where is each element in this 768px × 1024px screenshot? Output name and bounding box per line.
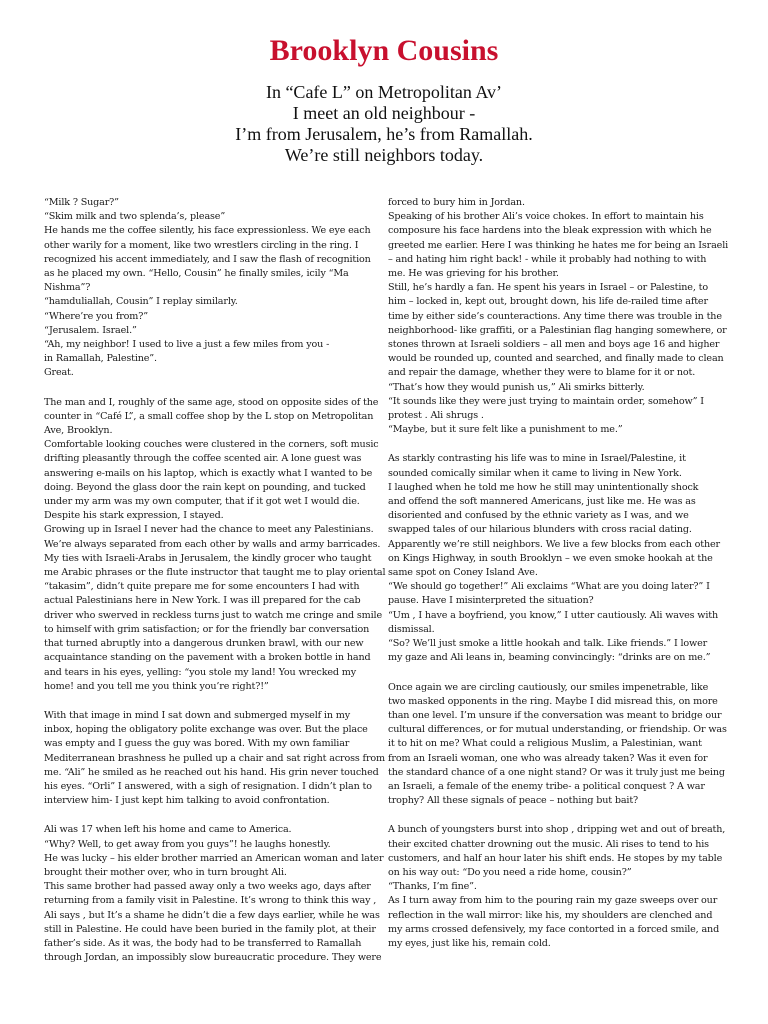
text-line: “That’s how they would punish us,” Ali smirks bitterly. (388, 381, 645, 393)
text-line: composure his face hardens into the bleak expression with which he (388, 225, 712, 237)
text-line: He was lucky – his elder brother married an American woman and later (44, 852, 384, 864)
text-line: still in Palestine. He could have been buried in the family plot, at their (44, 923, 376, 935)
text-line: in Ramallah, Palestine”. (44, 353, 157, 365)
text-line: from an Israeli woman, one who was already taken? Was it even for (388, 752, 708, 764)
text-line: “Maybe, but it sure felt like a punishment to me.” (388, 424, 623, 436)
text-line: drifting pleasantly through the coffee scented air. A lone guest was (44, 453, 362, 465)
text-line: under my arm was my own computer, that if it got wet I would die. (44, 496, 360, 508)
text-line: it to hit on me? What could a religious Muslim, a Palestinian, want (388, 738, 702, 750)
paragraph (44, 396, 386, 694)
text-line: through Jordan, an impossibly slow bureaucratic procedure. They were (44, 952, 382, 964)
text-line: my gaze and Ali leans in, beaming convincingly: “drinks are on me.” (388, 652, 711, 664)
text-line: me Arabic phrases or the flute instructor that taught me to play oriental (44, 567, 386, 579)
paragraph (44, 823, 384, 965)
text-line: me. “Ali” he smiled as he reached out his hand. His grin never touched (44, 766, 379, 778)
text-line: “It sounds like they were just trying to maintain order, somehow” I (388, 395, 704, 407)
text-line: their excited chatter drowning out the music. Ali rises to tend to his (388, 838, 709, 850)
text-line: He hands me the coffee silently, his face expressionless. We eye each (44, 225, 371, 237)
text-line: disoriented and confused by the ethnic variety as I was, and we (388, 510, 689, 522)
text-line: Nishma”? (44, 282, 91, 294)
text-line: neighborhood- like graffiti, or a Palestinian flag hanging somewhere, or (388, 324, 727, 336)
subtitle-line: I meet an old neighbour - (292, 103, 476, 123)
page-title: Brooklyn Cousins (269, 34, 499, 67)
text-line: Ave, Brooklyn. (44, 425, 113, 437)
left-column (44, 196, 386, 980)
text-line: pause. Have I misinterpreted the situation? (388, 595, 594, 607)
subtitle-line: In “Cafe L” on Metropolitan Av’ (265, 82, 503, 102)
text-line: cultural differences, or for mutual understanding, or friendship. Or was (388, 724, 727, 736)
text-line: “Ah, my neighbor! I used to live a just a few miles from you - (44, 339, 330, 351)
text-line: and offend the soft mannered Americans, just like me. He was as (388, 496, 696, 508)
text-line: my arms crossed defensively, my face contorted in a forced smile, and (388, 923, 720, 935)
text-line: other warily for a moment, like two wrestlers circling in the ring. I (44, 239, 359, 251)
text-line: counter in “Café L”, a small coffee shop by the L stop on Metropolitan (44, 410, 374, 422)
text-line: and tears in his eyes, yelling: “you stole my land! You wrecked my (44, 666, 357, 678)
text-line: dismissal. (388, 623, 435, 635)
text-line: “Jerusalem. Israel.” (44, 324, 137, 336)
text-line: “Um , I have a boyfriend, you know,” I utter cautiously. Ali waves with (388, 609, 719, 621)
text-line: him – locked in, kept out, brought down, his life de-railed time after (388, 296, 708, 308)
right-column (388, 196, 730, 980)
text-line: and repair the damage, whether they were to blame for it or not. (388, 367, 696, 379)
subtitle-line: I’m from Jerusalem, he’s from Ramallah. (235, 124, 533, 144)
text-line: Despite his stark expression, I stayed. (44, 510, 224, 522)
subtitle-line: We’re still neighbors today. (284, 145, 484, 165)
text-line: trophy? All these signals of peace – nothing but bait? (388, 795, 639, 807)
text-line: stones thrown at Israeli soldiers – all men and boys age 16 and higher (388, 339, 720, 351)
text-line: doing. Beyond the glass door the rain kept on pounding, and tucked (44, 481, 366, 493)
paragraph (388, 681, 730, 809)
text-line: his eyes. “Orli” I answered, with a sigh of resignation. I didn’t plan to (44, 780, 372, 792)
text-line: With that image in mind I sat down and submerged myself in my (44, 709, 350, 721)
text-line: brought their mother over, who in turn brought Ali. (44, 866, 287, 878)
text-line: “So? We’ll just smoke a little hookah and talk. Like friends.” I lower (388, 638, 708, 650)
text-line: Still, he’s hardly a fan. He spent his years in Israel – or Palestine, to (388, 282, 708, 294)
text-line: Mediterranean brashness he pulled up a chair and sat right across from (44, 752, 385, 764)
text-line: would be rounded up, counted and searched, and finally made to clean (388, 353, 724, 365)
text-line: As starkly contrasting his life was to mine in Israel/Palestine, it (388, 453, 686, 465)
text-line: inbox, hoping the obligatory polite exchange was over. But the place (44, 724, 368, 736)
text-line: an Israeli, a female of the enemy tribe- a political conquest ? A war (388, 780, 705, 792)
text-line: was empty and I guess the guy was bored. With my own familiar (44, 738, 350, 750)
paragraph (388, 452, 730, 665)
text-line: Great. (44, 367, 74, 379)
text-line: customers, and half an hour later his shift ends. He stopes by my table (388, 852, 723, 864)
text-line: my eyes, just like his, remain cold. (388, 937, 551, 949)
text-line: Growing up in Israel I never had the chance to meet any Palestinians. (44, 524, 374, 536)
text-line: swapped tales of our hilarious blunders with cross racial dating. (388, 524, 692, 536)
text-line: I laughed when he told me how he still may unintentionally shock (388, 481, 699, 493)
article-body (44, 196, 730, 980)
text-line: “Why? Well, to get away from you guys”! he laughs honestly. (44, 838, 331, 850)
text-line: me. He was grieving for his brother. (388, 268, 559, 280)
text-line: sounded comically similar when it came to living in New York. (388, 467, 682, 479)
text-line: that turned abruptly into a dangerous drunken brawl, with our new (44, 638, 364, 650)
text-line: recognized his accent immediately, and I saw the flash of recognition (44, 253, 371, 265)
text-line: forced to bury him in Jordan. (388, 197, 525, 208)
text-line: greeted me earlier. Here I was thinking he hates me for being an Israeli (388, 239, 729, 251)
text-line: the standard chance of a one night stand? Or was it truly just me being (388, 766, 725, 778)
text-line: We’re always separated from each other by walls and army barricades. (44, 538, 381, 550)
text-line: to himself with grim satisfaction; or for the friendly bar conversation (44, 623, 370, 635)
text-line: “We should go together!” Ali exclaims “What are you doing later?” I (388, 581, 710, 593)
text-line: “hamduliallah, Cousin” I replay similarly. (44, 296, 238, 308)
text-line: As I turn away from him to the pouring rain my gaze sweeps over our (388, 895, 718, 907)
text-line: actual Palestinians here in New York. I was ill prepared for the cab (44, 595, 361, 607)
text-line: “Where’re you from?” (44, 310, 148, 322)
text-line: interview him- I just kept him talking to avoid confrontation. (44, 795, 330, 807)
text-line: on Kings Highway, in south Brooklyn – we even smoke hookah at the (388, 552, 713, 564)
text-line: than one level. I’m unsure if the conversation was meant to bridge our (388, 709, 722, 721)
text-line: “Thanks, I’m fine”. (388, 881, 477, 893)
text-line: Ali says , but It’s a shame he didn’t die a few days earlier, while he was (44, 909, 380, 921)
text-line: acquaintance standing on the pavement with a broken bottle in hand (44, 652, 371, 664)
text-line: Speaking of his brother Ali’s voice chokes. In effort to maintain his (388, 211, 704, 223)
text-line: “takasim”, didn’t quite prepare me for some encounters I had with (44, 581, 360, 593)
text-line: – and hating him right back! - while it probably had nothing to with (388, 253, 707, 265)
text-line: The man and I, roughly of the same age, stood on opposite sides of the (44, 396, 379, 408)
text-line: on his way out: “Do you need a ride home, cousin?” (388, 866, 632, 878)
text-line: returning from a family visit in Palestine. It’s wrong to think this way , (44, 895, 377, 907)
text-line: Ali was 17 when left his home and came to America. (44, 824, 292, 836)
text-line: My ties with Israeli-Arabs in Jerusalem, the kindly grocer who taught (44, 552, 372, 564)
subtitle (0, 82, 768, 166)
text-line: Apparently we’re still neighbors. We live a few blocks from each other (388, 538, 720, 550)
paragraph (388, 823, 730, 951)
paragraph (44, 709, 385, 808)
text-line: protest . Ali shrugs . (388, 410, 484, 422)
text-line: This same brother had passed away only a two weeks ago, days after (44, 881, 371, 893)
text-line: time by either side’s counteractions. Any time there was trouble in the (388, 310, 722, 322)
paragraph (388, 196, 730, 437)
paragraph (44, 196, 374, 381)
text-line: Comfortable looking couches were clustered in the corners, soft music (44, 439, 379, 451)
text-line: reflection in the wall mirror: like his, my shoulders are clenched and (388, 909, 713, 921)
text-line: Once again we are circling cautiously, our smiles impenetrable, like (388, 681, 709, 693)
text-line: same spot on Coney Island Ave. (388, 567, 538, 579)
text-line: answering e-mails on his laptop, which is exactly what I wanted to be (44, 467, 373, 479)
text-line: home! and you tell me you think you’re right?!” (44, 680, 269, 692)
text-line: “Milk ? Sugar?” (44, 197, 119, 208)
text-line: driver who swerved in reckless turns just to watch me cringe and smile (44, 609, 382, 621)
text-line: “Skim milk and two splenda’s, please” (44, 211, 226, 223)
text-line: as he placed my own. “Hello, Cousin” he finally smiles, icily “Ma (44, 268, 349, 280)
text-line: A bunch of youngsters burst into shop , dripping wet and out of breath, (388, 824, 726, 836)
text-line: father’s side. As it was, the body had to be transferred to Ramallah (44, 937, 362, 949)
text-line: two masked opponents in the ring. Maybe I did misread this, on more (388, 695, 718, 707)
